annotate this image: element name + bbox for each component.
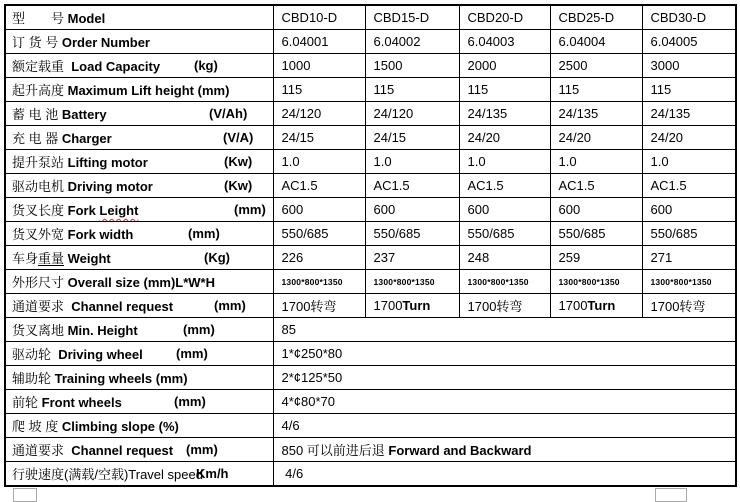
text-segment: Min. Height [64, 323, 138, 338]
spec-row-channel-request-2 [5, 438, 736, 462]
text-segment: Model [64, 11, 106, 26]
text-segment: Km/h [196, 466, 229, 481]
row-label-overall-size[interactable] [5, 270, 273, 294]
cell-fork-length-col1[interactable] [273, 198, 365, 222]
text-segment: 充 电 器 [12, 131, 59, 146]
spec-row-front-wheels [5, 390, 736, 414]
text-segment: 驱动电机 [12, 179, 65, 194]
cell-lifting-motor-col3[interactable] [459, 150, 550, 174]
text-segment: 外形尺寸 [12, 275, 65, 290]
row-unit-battery [209, 102, 247, 125]
cell-travel-speed-merged[interactable] [273, 462, 736, 487]
text-segment: 行驶速度(满载/空载) [12, 467, 129, 482]
text-segment: Overall size (mm)L*W*H [64, 275, 216, 290]
text-segment: Turn [587, 298, 616, 313]
text-segment: 辅助轮 [12, 371, 52, 386]
text-segment: (Kg) [204, 250, 230, 265]
text-segment: 车身 [12, 251, 39, 266]
text-segment: 额定载重 [12, 59, 65, 74]
cell-training-wheels-merged[interactable] [273, 366, 736, 390]
text-segment: 24/120 [281, 106, 322, 121]
cell-model-col1[interactable] [273, 5, 365, 30]
text-segment: 24/135 [467, 106, 508, 121]
text-segment: Load Capacity [64, 59, 161, 74]
cell-fork-length-col4[interactable] [550, 198, 642, 222]
text-segment: 1700转弯 [467, 299, 523, 314]
text-segment: 550/685 [467, 226, 515, 241]
text-segment: CBD30-D [650, 10, 707, 25]
cell-order-number-col5[interactable] [642, 30, 736, 54]
text-segment: (kg) [194, 58, 218, 73]
cell-charger-col2[interactable] [365, 126, 459, 150]
text-segment: 24/20 [650, 130, 684, 145]
text-segment: 550/685 [373, 226, 421, 241]
cell-charger-col1[interactable] [273, 126, 365, 150]
row-label-front-wheels[interactable] [5, 390, 273, 414]
text-segment: CBD10-D [281, 10, 338, 25]
row-label-climbing-slope[interactable] [5, 414, 273, 438]
cell-driving-motor-col1[interactable] [273, 174, 365, 198]
text-segment: Battery [58, 107, 107, 122]
text-segment: 重量 [38, 251, 65, 266]
text-segment: 1300*800*1350 [467, 276, 529, 287]
text-segment: AC1.5 [281, 178, 318, 193]
text-segment: 600 [558, 202, 581, 217]
cell-driving-motor-col3[interactable] [459, 174, 550, 198]
spec-row-fork-length [5, 198, 736, 222]
text-segment: 1300*800*1350 [650, 276, 712, 287]
cell-model-col2[interactable] [365, 5, 459, 30]
text-segment: Channel request [64, 299, 174, 314]
text-segment: Climbing slope (%) [58, 419, 179, 434]
text-segment: 226 [281, 250, 304, 265]
row-unit-min-height [183, 318, 215, 341]
text-segment: 2*¢125*50 [281, 370, 343, 385]
text-segment: AC1.5 [467, 178, 504, 193]
row-label-lifting-motor[interactable] [5, 150, 273, 174]
text-segment: (mm) [234, 202, 266, 217]
text-segment: 2500 [558, 58, 588, 73]
text-segment: 通道要求 [12, 443, 65, 458]
text-segment: 24/135 [558, 106, 599, 121]
cell-driving-motor-col5[interactable] [642, 174, 736, 198]
text-segment: 24/120 [373, 106, 414, 121]
text-segment: 1300*800*1350 [281, 276, 343, 287]
row-unit-fork-width [188, 222, 220, 245]
text-segment: Order Number [58, 35, 150, 50]
row-label-training-wheels[interactable] [5, 366, 273, 390]
spec-row-battery [5, 102, 736, 126]
cell-driving-wheel-merged[interactable] [273, 342, 736, 366]
text-segment: 550/685 [650, 226, 698, 241]
text-segment: 1.0 [467, 154, 486, 169]
row-unit-driving-wheel [176, 342, 208, 365]
text-segment: Leight [99, 203, 139, 218]
row-unit-charger [223, 126, 253, 149]
text-segment: 型 号 [12, 11, 65, 26]
text-segment: (mm) [183, 322, 215, 337]
text-segment: 1500 [373, 58, 403, 73]
cell-lifting-motor-col5[interactable] [642, 150, 736, 174]
text-segment: CBD15-D [373, 10, 430, 25]
text-segment: AC1.5 [558, 178, 595, 193]
row-label-model[interactable] [5, 5, 273, 30]
row-label-driving-wheel[interactable] [5, 342, 273, 366]
cell-fork-length-col2[interactable] [365, 198, 459, 222]
text-segment: Lifting motor [64, 155, 148, 170]
row-unit-front-wheels [174, 390, 206, 413]
text-segment: 2000 [467, 58, 497, 73]
text-segment: 4*¢80*70 [281, 394, 335, 409]
text-segment: 550/685 [281, 226, 329, 241]
text-segment: 驱动轮 [12, 347, 52, 362]
cell-fork-width-col5[interactable] [642, 222, 736, 246]
text-segment: 237 [373, 250, 396, 265]
cropped-object-outline-right [655, 488, 687, 502]
cell-climbing-slope-merged[interactable] [273, 414, 736, 438]
cell-max-lift-height-col2[interactable] [365, 78, 459, 102]
spec-row-lifting-motor [5, 150, 736, 174]
text-segment: 550/685 [558, 226, 606, 241]
text-segment: 订 货 号 [12, 35, 59, 50]
spec-row-load-capacity [5, 54, 736, 78]
cell-channel-request-1-col4[interactable] [550, 294, 642, 318]
cell-channel-request-1-col3[interactable] [459, 294, 550, 318]
cell-battery-col5[interactable] [642, 102, 736, 126]
cell-overall-size-col2[interactable] [365, 270, 459, 294]
cell-channel-request-2-merged[interactable] [273, 438, 736, 462]
text-segment: (mm) [214, 298, 246, 313]
text-segment: 24/15 [281, 130, 315, 145]
text-segment: 1700转弯 [650, 299, 706, 314]
text-segment: 1700 [373, 298, 403, 313]
cell-charger-col5[interactable] [642, 126, 736, 150]
text-segment: (V/Ah) [209, 106, 248, 121]
cell-order-number-col3[interactable] [459, 30, 550, 54]
text-segment: (mm) [188, 226, 220, 241]
text-segment: 1.0 [650, 154, 669, 169]
spec-row-overall-size [5, 270, 736, 294]
cell-order-number-col4[interactable] [550, 30, 642, 54]
cell-overall-size-col3[interactable] [459, 270, 550, 294]
row-unit-channel-request-2 [186, 438, 218, 461]
text-segment: Weight [64, 251, 111, 266]
cell-lifting-motor-col2[interactable] [365, 150, 459, 174]
cell-channel-request-1-col1[interactable] [273, 294, 365, 318]
spec-row-weight [5, 246, 736, 270]
row-label-order-number[interactable] [5, 30, 273, 54]
text-segment: Turn [402, 298, 431, 313]
spec-row-order-number [5, 30, 736, 54]
cell-front-wheels-merged[interactable] [273, 390, 736, 414]
cell-overall-size-col5[interactable] [642, 270, 736, 294]
text-segment: (V/A) [223, 130, 254, 145]
cell-max-lift-height-col5[interactable] [642, 78, 736, 102]
text-segment: 6.04004 [558, 34, 606, 49]
row-unit-weight [204, 246, 230, 269]
row-label-min-height[interactable] [5, 318, 273, 342]
row-label-fork-length[interactable] [5, 198, 273, 222]
text-segment: 货叉离地 [12, 323, 65, 338]
text-segment: 600 [467, 202, 490, 217]
spec-row-climbing-slope [5, 414, 736, 438]
row-unit-channel-request-1 [214, 294, 246, 317]
cell-battery-col4[interactable] [550, 102, 642, 126]
cell-charger-col4[interactable] [550, 126, 642, 150]
row-unit-lifting-motor [224, 150, 252, 173]
text-segment: 1700转弯 [281, 299, 337, 314]
text-segment: 115 [373, 82, 395, 97]
text-segment: 3000 [650, 58, 680, 73]
cell-driving-motor-col4[interactable] [550, 174, 642, 198]
row-label-max-lift-height[interactable] [5, 78, 273, 102]
spec-row-driving-wheel [5, 342, 736, 366]
text-segment: 1*¢250*80 [281, 346, 343, 361]
text-segment: 4/6 [281, 418, 300, 433]
text-segment: 1.0 [558, 154, 577, 169]
text-segment: 1000 [281, 58, 311, 73]
text-segment: 1.0 [373, 154, 392, 169]
text-segment: 起升高度 [12, 83, 65, 98]
text-segment: Forward and Backward [388, 443, 532, 458]
cell-fork-length-col3[interactable] [459, 198, 550, 222]
cell-load-capacity-col2[interactable] [365, 54, 459, 78]
spec-row-min-height [5, 318, 736, 342]
cell-order-number-col1[interactable] [273, 30, 365, 54]
cell-load-capacity-col1[interactable] [273, 54, 365, 78]
text-segment: 货叉外宽 [12, 227, 65, 242]
text-segment: CBD20-D [467, 10, 524, 25]
cell-battery-col2[interactable] [365, 102, 459, 126]
cell-driving-motor-col2[interactable] [365, 174, 459, 198]
cell-lifting-motor-col4[interactable] [550, 150, 642, 174]
cell-model-col3[interactable] [459, 5, 550, 30]
text-segment: 提升泵站 [12, 155, 65, 170]
cell-channel-request-1-col2[interactable] [365, 294, 459, 318]
text-segment: (Kw) [224, 154, 253, 169]
text-segment: AC1.5 [650, 178, 687, 193]
text-segment: 24/20 [467, 130, 501, 145]
text-segment: 85 [281, 322, 296, 337]
cell-fork-width-col3[interactable] [459, 222, 550, 246]
cell-max-lift-height-col1[interactable] [273, 78, 365, 102]
text-segment: 600 [650, 202, 673, 217]
row-label-fork-width[interactable] [5, 222, 273, 246]
cell-fork-width-col1[interactable] [273, 222, 365, 246]
cell-load-capacity-col3[interactable] [459, 54, 550, 78]
cell-fork-width-col4[interactable] [550, 222, 642, 246]
cell-max-lift-height-col3[interactable] [459, 78, 550, 102]
text-segment: 24/15 [373, 130, 407, 145]
cell-battery-col3[interactable] [459, 102, 550, 126]
cell-min-height-merged[interactable] [273, 318, 736, 342]
text-segment: Driving wheel [51, 347, 143, 362]
row-label-channel-request-1[interactable] [5, 294, 273, 318]
cell-battery-col1[interactable] [273, 102, 365, 126]
text-segment: 1300*800*1350 [373, 276, 435, 287]
cell-weight-col4[interactable] [550, 246, 642, 270]
row-label-channel-request-2[interactable] [5, 438, 273, 462]
text-segment: Charger [58, 131, 112, 146]
row-unit-driving-motor [224, 174, 252, 197]
text-segment: (Kw) [224, 178, 253, 193]
text-segment: 115 [558, 82, 580, 97]
row-unit-travel-speed [196, 462, 229, 485]
row-label-load-capacity[interactable] [5, 54, 273, 78]
text-segment: 1.0 [281, 154, 300, 169]
text-segment: 6.04001 [281, 34, 329, 49]
text-segment: 24/20 [558, 130, 592, 145]
text-segment: 1300*800*1350 [558, 276, 620, 287]
cell-fork-width-col2[interactable] [365, 222, 459, 246]
text-segment: Maximum Lift height (mm) [64, 83, 230, 98]
row-label-driving-motor[interactable] [5, 174, 273, 198]
cell-fork-length-col5[interactable] [642, 198, 736, 222]
cell-load-capacity-col4[interactable] [550, 54, 642, 78]
cell-lifting-motor-col1[interactable] [273, 150, 365, 174]
cell-weight-col5[interactable] [642, 246, 736, 270]
text-segment: Driving motor [64, 179, 153, 194]
text-segment: 24/135 [650, 106, 691, 121]
text-segment: Channel request [64, 443, 174, 458]
cell-order-number-col2[interactable] [365, 30, 459, 54]
cell-weight-col2[interactable] [365, 246, 459, 270]
text-segment: 爬 坡 度 [12, 419, 59, 434]
text-segment: 蓄 电 池 [12, 107, 59, 122]
text-segment: AC1.5 [373, 178, 410, 193]
cell-model-col4[interactable] [550, 5, 642, 30]
text-segment: 248 [467, 250, 490, 265]
row-label-charger[interactable] [5, 126, 273, 150]
cell-load-capacity-col5[interactable] [642, 54, 736, 78]
spec-row-driving-motor [5, 174, 736, 198]
text-segment: 115 [650, 82, 672, 97]
text-segment: (mm) [186, 442, 218, 457]
spec-row-max-lift-height [5, 78, 736, 102]
spec-row-model [5, 5, 736, 30]
cell-max-lift-height-col4[interactable] [550, 78, 642, 102]
spec-row-charger [5, 126, 736, 150]
cell-charger-col3[interactable] [459, 126, 550, 150]
text-segment: (mm) [174, 394, 206, 409]
text-segment: 6.04002 [373, 34, 421, 49]
text-segment: 115 [281, 82, 303, 97]
row-label-travel-speed[interactable] [5, 462, 273, 487]
text-segment: 600 [281, 202, 304, 217]
text-segment: Travel speed [128, 467, 203, 482]
text-segment: 6.04003 [467, 34, 515, 49]
spec-row-travel-speed [5, 462, 736, 487]
text-segment: 115 [467, 82, 489, 97]
text-segment: 259 [558, 250, 581, 265]
cell-channel-request-1-col5[interactable] [642, 294, 736, 318]
text-segment: CBD25-D [558, 10, 615, 25]
text-segment: 600 [373, 202, 396, 217]
row-unit-load-capacity [194, 54, 218, 77]
text-segment: 通道要求 [12, 299, 65, 314]
spec-row-training-wheels [5, 366, 736, 390]
spec-table [4, 4, 737, 487]
text-segment: (mm) [176, 346, 208, 361]
spec-table-body [5, 5, 736, 486]
text-segment: 271 [650, 250, 673, 265]
text-segment: 850 可以前进后退 [281, 443, 389, 458]
text-segment: Training wheels (mm) [51, 371, 188, 386]
text-segment: 货叉长度 [12, 203, 65, 218]
row-unit-fork-length [234, 198, 266, 221]
cell-model-col5[interactable] [642, 5, 736, 30]
cropped-object-outline-left [13, 488, 37, 502]
cell-overall-size-col4[interactable] [550, 270, 642, 294]
cell-overall-size-col1[interactable] [273, 270, 365, 294]
cell-weight-col1[interactable] [273, 246, 365, 270]
text-segment: Front wheels [38, 395, 122, 410]
cell-weight-col3[interactable] [459, 246, 550, 270]
text-segment: 前轮 [12, 395, 39, 410]
text-segment: 4/6 [281, 466, 304, 481]
text-segment: 1700 [558, 298, 588, 313]
text-segment: Fork [64, 203, 100, 218]
text-segment: 6.04005 [650, 34, 698, 49]
row-label-weight[interactable] [5, 246, 273, 270]
spec-row-channel-request-1 [5, 294, 736, 318]
row-label-battery[interactable] [5, 102, 273, 126]
spec-row-fork-width [5, 222, 736, 246]
text-segment: Fork width [64, 227, 134, 242]
